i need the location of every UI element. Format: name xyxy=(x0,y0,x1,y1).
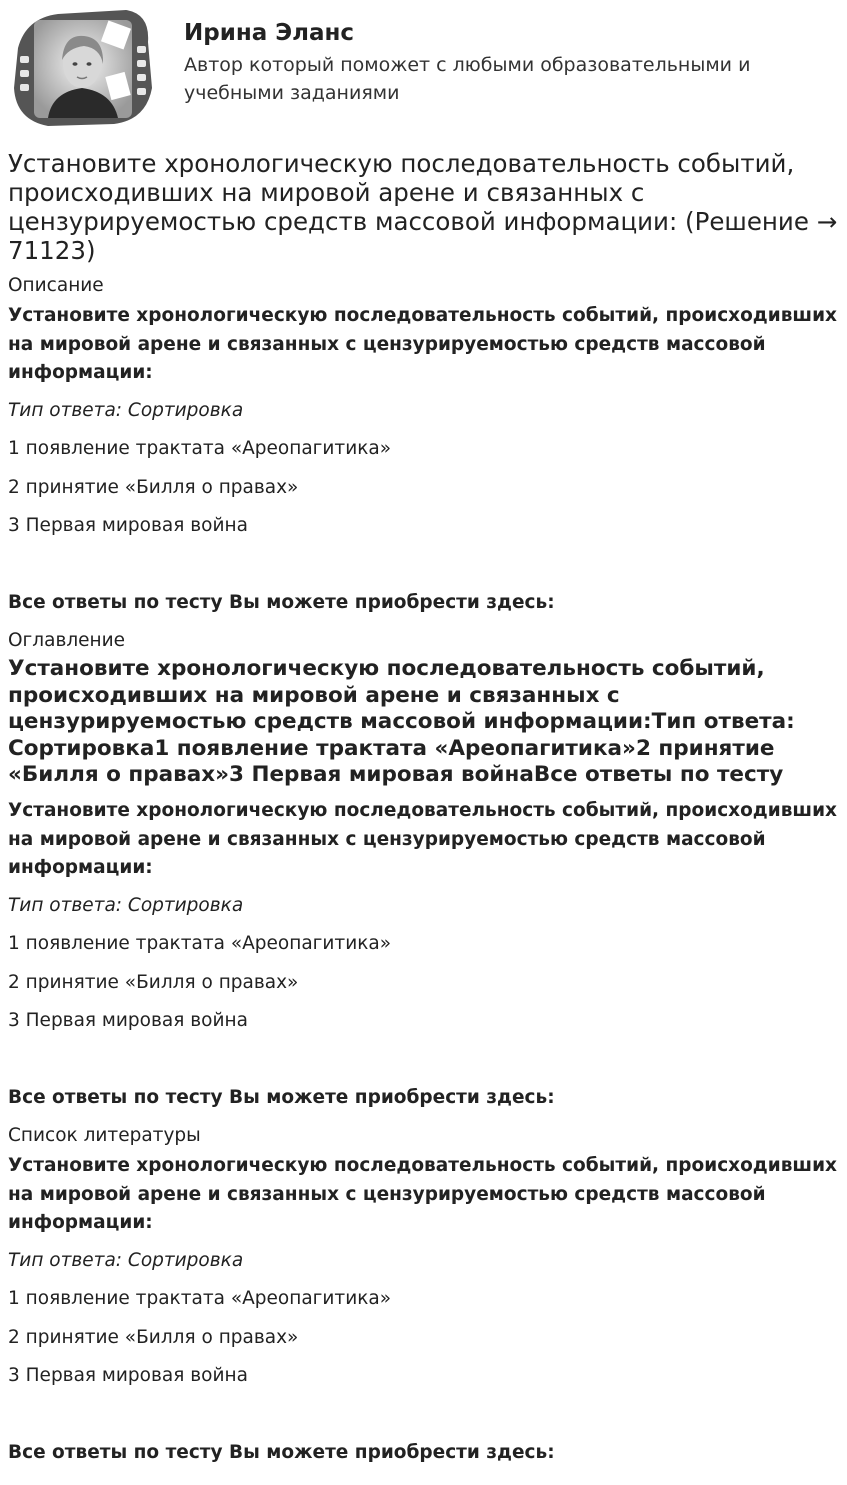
buy-answers-text: Все ответы по тесту Вы можете приобрести здесь: xyxy=(8,1442,555,1463)
author-card xyxy=(8,8,838,128)
contents-heading xyxy=(8,656,838,789)
contents-question xyxy=(8,797,838,883)
description-section xyxy=(8,274,838,298)
contents-heading-text[interactable]: Установите хронологическую последовательность событий, происходивших на мировой арене и связанных с цензурируемостью средств массовой информации:Тип ответа: Сортировка1 появление трактата «Ареопагитика»2 принятие «Билля о правах»3 Первая мировая войнаВсе ответы по тесту xyxy=(8,656,795,788)
section-label-literature: Список литературы xyxy=(8,1125,201,1146)
question-text: Установите хронологическую последовательность событий, происходивших на мировой арене и связанных с цензурируемостью средств массовой информации: xyxy=(8,800,837,878)
section-label-description: Описание xyxy=(8,275,104,296)
page-title: Установите хронологическую последовательность событий, происходивших на мировой арене и связанных с цензурируемостью средств массовой информации: (Решение → 71123) xyxy=(8,149,838,265)
list-item: 1 появление трактата «Ареопагитика» xyxy=(8,933,392,954)
question-text: Установите хронологическую последовательность событий, происходивших на мировой арене и связанных с цензурируемостью средств массовой информации: xyxy=(8,1155,837,1233)
list-item: 3 Первая мировая война xyxy=(8,1010,248,1031)
literature-question xyxy=(8,1152,838,1238)
description-question xyxy=(8,302,838,388)
author-description: Автор который поможет с любыми образовательными и учебными заданиями xyxy=(184,54,751,104)
buy-answers-text: Все ответы по тесту Вы можете приобрести здесь: xyxy=(8,1087,555,1108)
list-item: 2 принятие «Билля о правах» xyxy=(8,477,299,498)
author-name[interactable]: Ирина Эланс xyxy=(184,20,355,46)
list-item: 3 Первая мировая война xyxy=(8,515,248,536)
contents-section xyxy=(8,629,838,653)
list-item: 1 появление трактата «Ареопагитика» xyxy=(8,438,392,459)
author-avatar[interactable] xyxy=(8,8,158,128)
question-text: Установите хронологическую последовательность событий, происходивших на мировой арене и связанных с цензурируемостью средств массовой информации: xyxy=(8,305,837,383)
contents-body xyxy=(8,894,838,1108)
literature-section xyxy=(8,1124,838,1148)
answer-type: Тип ответа: Сортировка xyxy=(8,895,244,916)
literature-body xyxy=(8,1249,838,1463)
buy-answers-text: Все ответы по тесту Вы можете приобрести здесь: xyxy=(8,592,555,613)
answer-type: Тип ответа: Сортировка xyxy=(8,400,244,421)
list-item: 1 появление трактата «Ареопагитика» xyxy=(8,1288,392,1309)
description-body xyxy=(8,399,838,613)
list-item: 3 Первая мировая война xyxy=(8,1365,248,1386)
list-item: 2 принятие «Билля о правах» xyxy=(8,1327,299,1348)
section-label-contents: Оглавление xyxy=(8,630,126,651)
answer-type: Тип ответа: Сортировка xyxy=(8,1250,244,1271)
list-item: 2 принятие «Билля о правах» xyxy=(8,972,299,993)
